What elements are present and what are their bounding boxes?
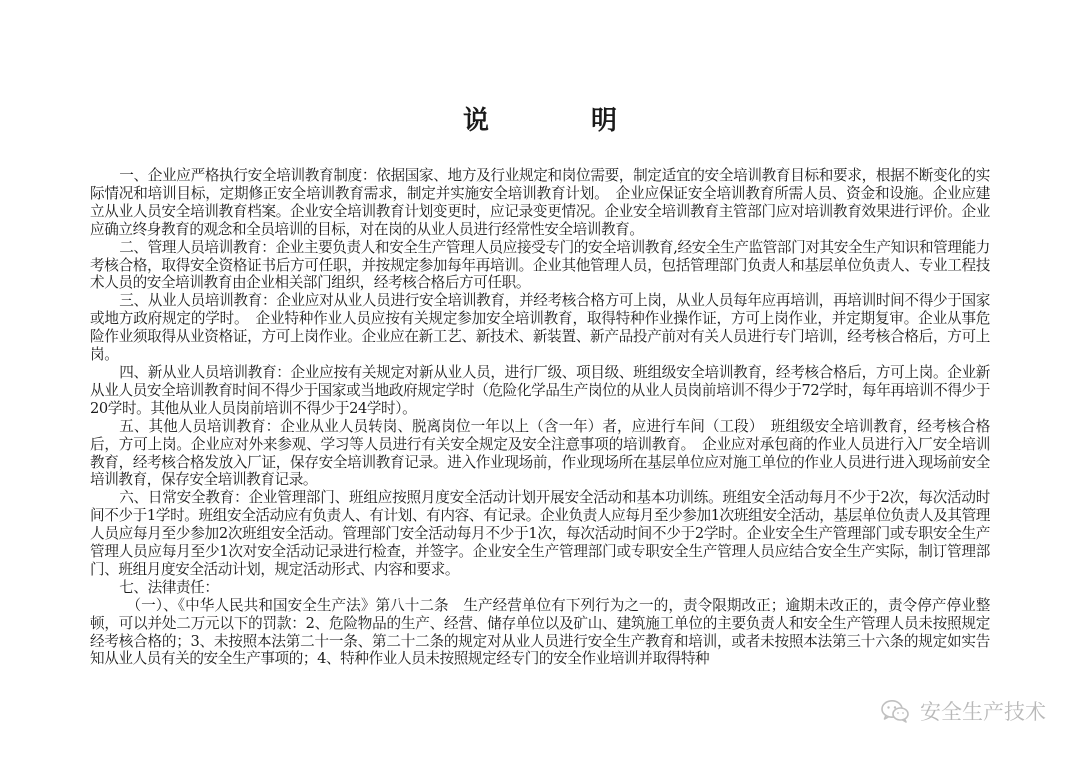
paragraph-training-system: 一、企业应严格执行安全培训教育制度：依据国家、地方及行业规定和岗位需要，制定适宜的安全培训教育目标和要求，根据不断变化的实际情况和培训目标，定期修正安全培训教育需求，制定并实施安全培训教育计划。 企业应保证安全培训教育所需人员、资金和设施。企业应建立从业人员安全培训教育档案。企业安全培训教育计划变更时，应记录变更情况。企业安全培训教育主管部门应对培训教育效果进行评价。企业应确立终身教育的观念和全员培训的目标，对在岗的从业人员进行经常性安全培训教育。 (90, 167, 990, 238)
paragraph-legal-liability-heading: 七、法律责任： (119, 578, 219, 596)
paragraph-daily-safety-education: 六、日常安全教育：企业管理部门、班组应按照月度安全活动计划开展安全活动和基本功训练。班组安全活动每月不少于2次，每次活动时间不少于1学时。班组安全活动应有负责人、有计划、有内容、有记录。企业负责人应每月至少参加1次班组安全活动，基层单位负责人及其管理人员应每月至少参加2次班组安全活动。管理部门安全活动每月不少于1次，每次活动时间不少于2学时。企业安全生产管理部门或专职安全生产管理人员应每月至少1次对安全活动记录进行检查，并签字。企业安全生产管理部门或专职安全生产管理人员应结合安全生产实际，制订管理部门、班组月度安全活动计划，规定活动形式、内容和要求。 (90, 489, 990, 578)
paragraph-other-personnel-training: 五、其他人员培训教育：企业从业人员转岗、脱离岗位一年以上（含一年）者，应进行车间（工段） 班组级安全培训教育，经考核合格后，方可上岗。企业应对外来参观、学习等人员进行有关安全规定及安全注意事项的培训教育。 企业应对承包商的作业人员进行入厂安全培训教育，经考核合格发放入厂证，保存安全培训教育记录。进入作业现场前，作业现场所在基层单位应对施工单位的作业人员进行进入现场前安全培训教育，保存安全培训教育记录。 (90, 417, 990, 489)
document-title: 说 明 (462, 106, 655, 136)
paragraph-employee-training: 三、从业人员培训教育：企业应对从业人员进行安全培训教育，并经考核合格方可上岗，从业人员每年应再培训，再培训时间不得少于国家或地方政府规定的学时。 企业特种作业人员应按有关规定参加安全培训教育，取得特种作业操作证，方可上岗作业，并定期复审。企业从事危险作业须取得从业资格证，方可上岗作业。企业应在新工艺、新技术、新装置、新产品投产前对有关人员进行专门培训，经考核合格后，方可上岗。 (90, 292, 990, 364)
paragraph-management-training: 二、管理人员培训教育：企业主要负责人和安全生产管理人员应接受专门的安全培训教育,经安全生产监管部门对其安全生产知识和管理能力考核合格，取得安全资格证书后方可任职，并按规定参加每年再培训。企业其他管理人员，包括管理部门负责人和基层单位负责人、专业工程技术人员的安全培训教育由企业相关部门组织，经考核合格后方可任职。 (90, 238, 990, 292)
document-body (90, 167, 990, 668)
watermark-text: 安全生产技术 (920, 700, 1046, 724)
wechat-icon (880, 698, 910, 724)
paragraph-new-employee-training: 四、新从业人员培训教育：企业应按有关规定对新从业人员，进行厂级、项目级、班组级安全培训教育，经考核合格后，方可上岗。企业新从业人员安全培训教育时间不得少于国家或当地政府规定学时（危险化学品生产岗位的从业人员岗前培训不得少于72学时，每年再培训不得少于20学时。其他从业人员岗前培训不得少于24学时）。 (90, 363, 990, 417)
watermark (880, 696, 1046, 726)
paragraph-legal-clause-1: （一）、《中华人民共和国安全生产法》第八十二条 生产经营单位有下列行为之一的，责令限期改正；逾期未改正的，责令停产停业整顿，可以并处二万元以下的罚款：2、危险物品的生产、经营、储存单位以及矿山、建筑施工单位的主要负责人和安全生产管理人员未按照规定经考核合格的；3、未按照本法第二十一条、第二十二条的规定对从业人员进行安全生产教育和培训，或者未按照本法第三十六条的规定如实告知从业人员有关的安全生产事项的；4、特种作业人员未按照规定经专门的安全作业培训并取得特种 (90, 596, 990, 668)
